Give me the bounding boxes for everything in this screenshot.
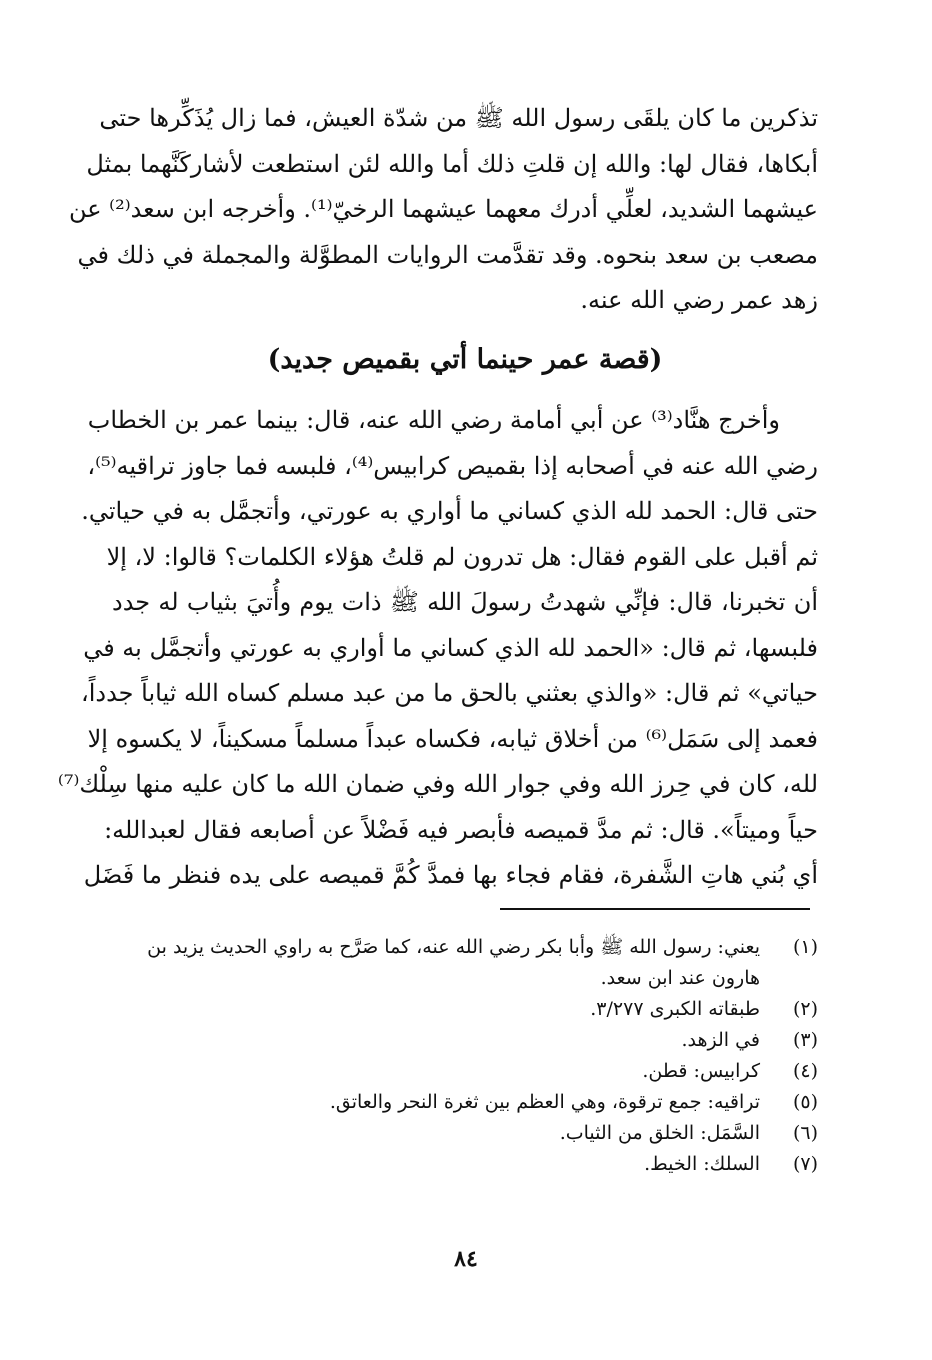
footnote-number: (٦) bbox=[792, 1122, 818, 1144]
text-line: أبكاها، فقال لها: والله إن قلتِ ذلك أما والله لئن استطعت لأشاركَنَّهما بمثل bbox=[86, 149, 818, 178]
text-line: رضي الله عنه في أصحابه إذا بقميص كرابيس⁽⁴⁾، فلبسه فما جاوز تراقيه⁽⁵⁾، bbox=[87, 451, 818, 480]
footnote-item bbox=[112, 1087, 818, 1118]
footnote-text: السلك: الخيط. bbox=[644, 1153, 760, 1175]
footnote-number: (٣) bbox=[792, 1029, 818, 1051]
text-line: حتى قال: الحمد لله الذي كساني ما أواري به عورتي، وأتجمَّل به في حياتي. bbox=[81, 497, 818, 525]
footnote-number: (٧) bbox=[792, 1153, 818, 1175]
footnote-text: يعني: رسول الله ﷺ وأبا بكر رضي الله عنه، كما صَرَّح به راوي الحديث يزيد بن هارون عند ابن سعد. bbox=[147, 936, 760, 989]
footnote-item bbox=[112, 1056, 818, 1087]
text-line: زهد عمر رضي الله عنه. bbox=[580, 286, 818, 314]
text-line: حياتي» ثم قال: «والذي بعثني بالحق ما من عبد مسلم كساه الله ثياباً جدداً، bbox=[80, 679, 818, 707]
footnote-separator bbox=[500, 908, 810, 910]
footnote-number: (٥) bbox=[792, 1091, 818, 1113]
text-line: فعمد إلى سَمَل⁽⁶⁾ من أخلاق ثيابه، فكساه عبداً مسلماً مسكيناً، لا يكسوه إلا bbox=[87, 724, 818, 753]
text-line: مصعب بن سعد بنحوه. وقد تقدَّمت الروايات المطوَّلة والمجملة في ذلك في bbox=[77, 240, 818, 269]
page-number: ٨٤ bbox=[454, 1246, 478, 1272]
footnote-item bbox=[112, 1118, 818, 1149]
section-heading: (قصة عمر حينما أتي بقميص جديد) bbox=[267, 344, 663, 375]
footnote-number: (٢) bbox=[792, 998, 818, 1020]
footnote-text: السَّمَل: الخلق من الثياب. bbox=[559, 1122, 760, 1144]
footnote-text: في الزهد. bbox=[681, 1029, 760, 1051]
footnote-item bbox=[112, 994, 818, 1025]
text-line: حياً وميتاً». قال: ثم مدَّ قميصه فأبصر فيه فَضْلاً عن أصابعه فقال لعبدالله: bbox=[104, 815, 818, 844]
text-line: عيشهما الشديد، لعلِّي أدرك معهما عيشهما الرخيّ⁽¹⁾. وأخرجه ابن سعد⁽²⁾ عن bbox=[68, 195, 818, 223]
footnote-text: كرابيس: قطن. bbox=[642, 1060, 760, 1082]
footnote-number: (٤) bbox=[792, 1060, 818, 1082]
footnotes bbox=[112, 932, 818, 1180]
footnote-item bbox=[112, 1025, 818, 1056]
text-line: فلبسها، ثم قال: «الحمد لله الذي كساني ما أواري به عورتي وأتجمَّل به في bbox=[83, 633, 818, 662]
text-line: ثم أقبل على القوم فقال: هل تدرون لم قلتُ هؤلاء الكلمات؟ قالوا: لا، إلا bbox=[106, 542, 818, 571]
text-line: وأخرج هنَّاد⁽³⁾ عن أبي أمامة رضي الله عنه، قال: بينما عمر بن الخطاب bbox=[87, 406, 780, 434]
text-line: أي بُني هاتِ الشَّفرة، فقام فجاء بها فمدَّ كُمَّ قميصه على يده فنظر ما فَضَل bbox=[83, 861, 818, 889]
footnote-item bbox=[112, 1149, 818, 1180]
text-line: أن تخبرنا، قال: فإنِّي شهدتُ رسولَ الله ﷺ ذات يوم وأُتيَ بثياب له جدد bbox=[112, 588, 818, 616]
text-line: لله، كان في حِرز الله وفي جوار الله وفي ضمان الله ما كان عليه منها سِلْك⁽⁷⁾ bbox=[57, 770, 818, 798]
footnote-text: طبقاته الكبرى ٣/٢٧٧. bbox=[590, 998, 760, 1020]
footnote-item bbox=[112, 932, 818, 994]
intro-paragraph bbox=[68, 96, 818, 324]
text-line: تذكرين ما كان يلقَى رسول الله ﷺ من شدّة العيش، فما زال يُذَكِّرها حتى bbox=[99, 104, 818, 132]
footnote-number: (١) bbox=[792, 936, 818, 958]
story-paragraph bbox=[57, 398, 818, 899]
footnote-text: تراقيه: جمع ترقوة، وهي العظم بين ثغرة النحر والعاتق. bbox=[329, 1091, 760, 1113]
